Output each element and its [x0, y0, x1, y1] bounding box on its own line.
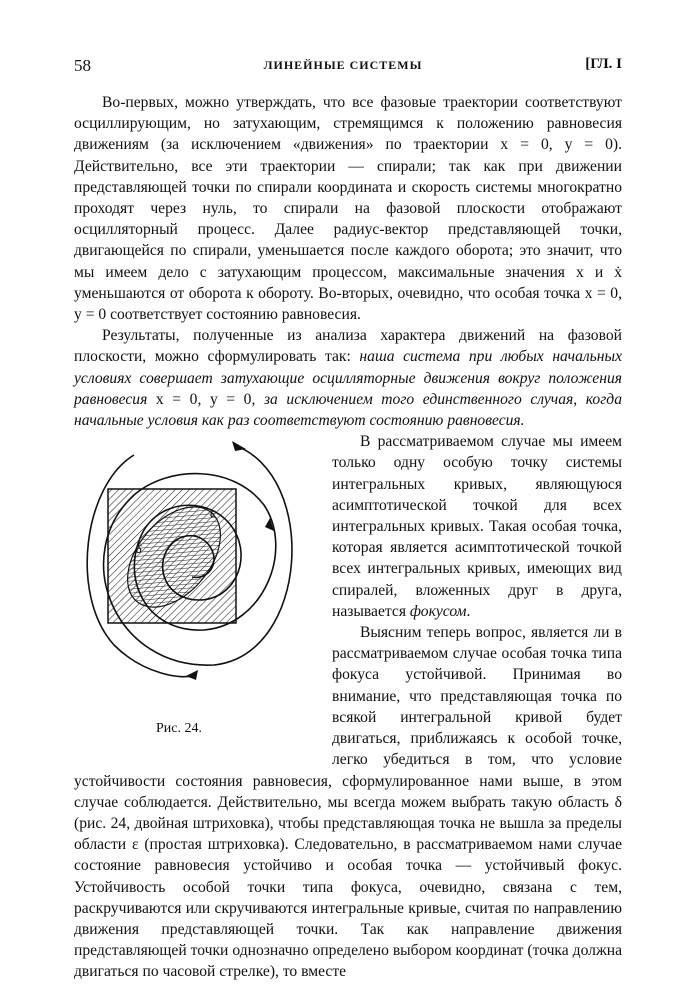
page-body	[74, 92, 622, 983]
math-run: x = 0, y = 0,	[147, 390, 264, 408]
delta-label: δ	[136, 542, 142, 557]
paragraph	[74, 325, 622, 431]
page-header	[64, 56, 622, 76]
italic-statement: за исключением того единственного случая, когда начальные условия как раз соответствуют состоянию равновесия.	[74, 390, 622, 430]
term-focus: фокусом	[409, 602, 467, 620]
page-number: 58	[74, 56, 91, 75]
epsilon-label: ε	[210, 506, 216, 522]
figure-caption: Рис. 24.	[156, 721, 202, 737]
paragraph: Выясним теперь вопрос, является ли в рассматриваемом случае особая точка типа фокуса устойчивой. Принимая во внимание, что представляющая точка по всякой интегральной кривой будет двигаться, приближаясь к особой точке, легко убедиться в том, что условие устойчивости состояния равновесия, сформулированное нами выше, в этом случае соблюдается. Действительно, мы всегда можем выбрать такую область δ (рис. 24, двойная штриховка), чтобы представляющая точка не вышла за пределы области ε (простая штриховка). Следовательно, в рассматриваемом нами случае состояние равновесия устойчиво и особая точка — устойчивый фокус. Устойчивость особой точки типа фокуса, очевидно, связана с тем, раскручиваются или скручиваются интегральные кривые, считая по направлению движения представляющей точки. Так как направление движения представляющей точки однозначно определено выбором координат (точка должна двигаться по часовой стрелке), то вместе	[74, 624, 622, 981]
figure-24	[74, 431, 318, 747]
running-title: ЛИНЕЙНЫЕ СИСТЕМЫ	[263, 58, 423, 72]
text-run: Результаты, полученные из анализа характера движений на фазовой плоскости, можно сформулировать так:	[74, 327, 622, 366]
chapter-marker: [ГЛ. I	[585, 56, 622, 72]
text-run: .	[466, 602, 471, 620]
phase-portrait-diagram	[74, 435, 318, 695]
paragraph: Во-первых, можно утверждать, что все фазовые траектории соответствуют осциллирующим, но затухающим, стремящимся к положению равновесия движениям (за исключением «движения» по траектории x = 0, y = 0). Действительно, все эти траектории — спирали; так как при движении представляющей точки по спирали координата и скорость системы многократно проходят через нуль, то спирали на фазовой плоскости отображают осцилляторный процесс. Далее радиус-вектор представляющей точки, двигающейся по спирали, уменьшается после каждого оборота; это значит, что мы имеем дело с затухающим процессом, максимальные значения x и ẋ уменьшаются от оборота к обороту. Во-вторых, очевидно, что особая точка x = 0, y = 0 соответствует состоянию равновесия.	[74, 94, 622, 324]
text-run: В рассматриваемом случае мы имеем только одну особую точку системы интегральных кривых, являющуюся асимптотической точкой для всех интегральных кривых. Такая особая точка, которая является асимптотической точкой всех интегральных кривых, имеющих вид спиралей, вложенных друг в друга, называется	[332, 433, 622, 620]
italic-statement: наша система при любых начальных условиях совершает затухающие осцилляторные движения вокруг положения равновесия	[74, 348, 622, 408]
